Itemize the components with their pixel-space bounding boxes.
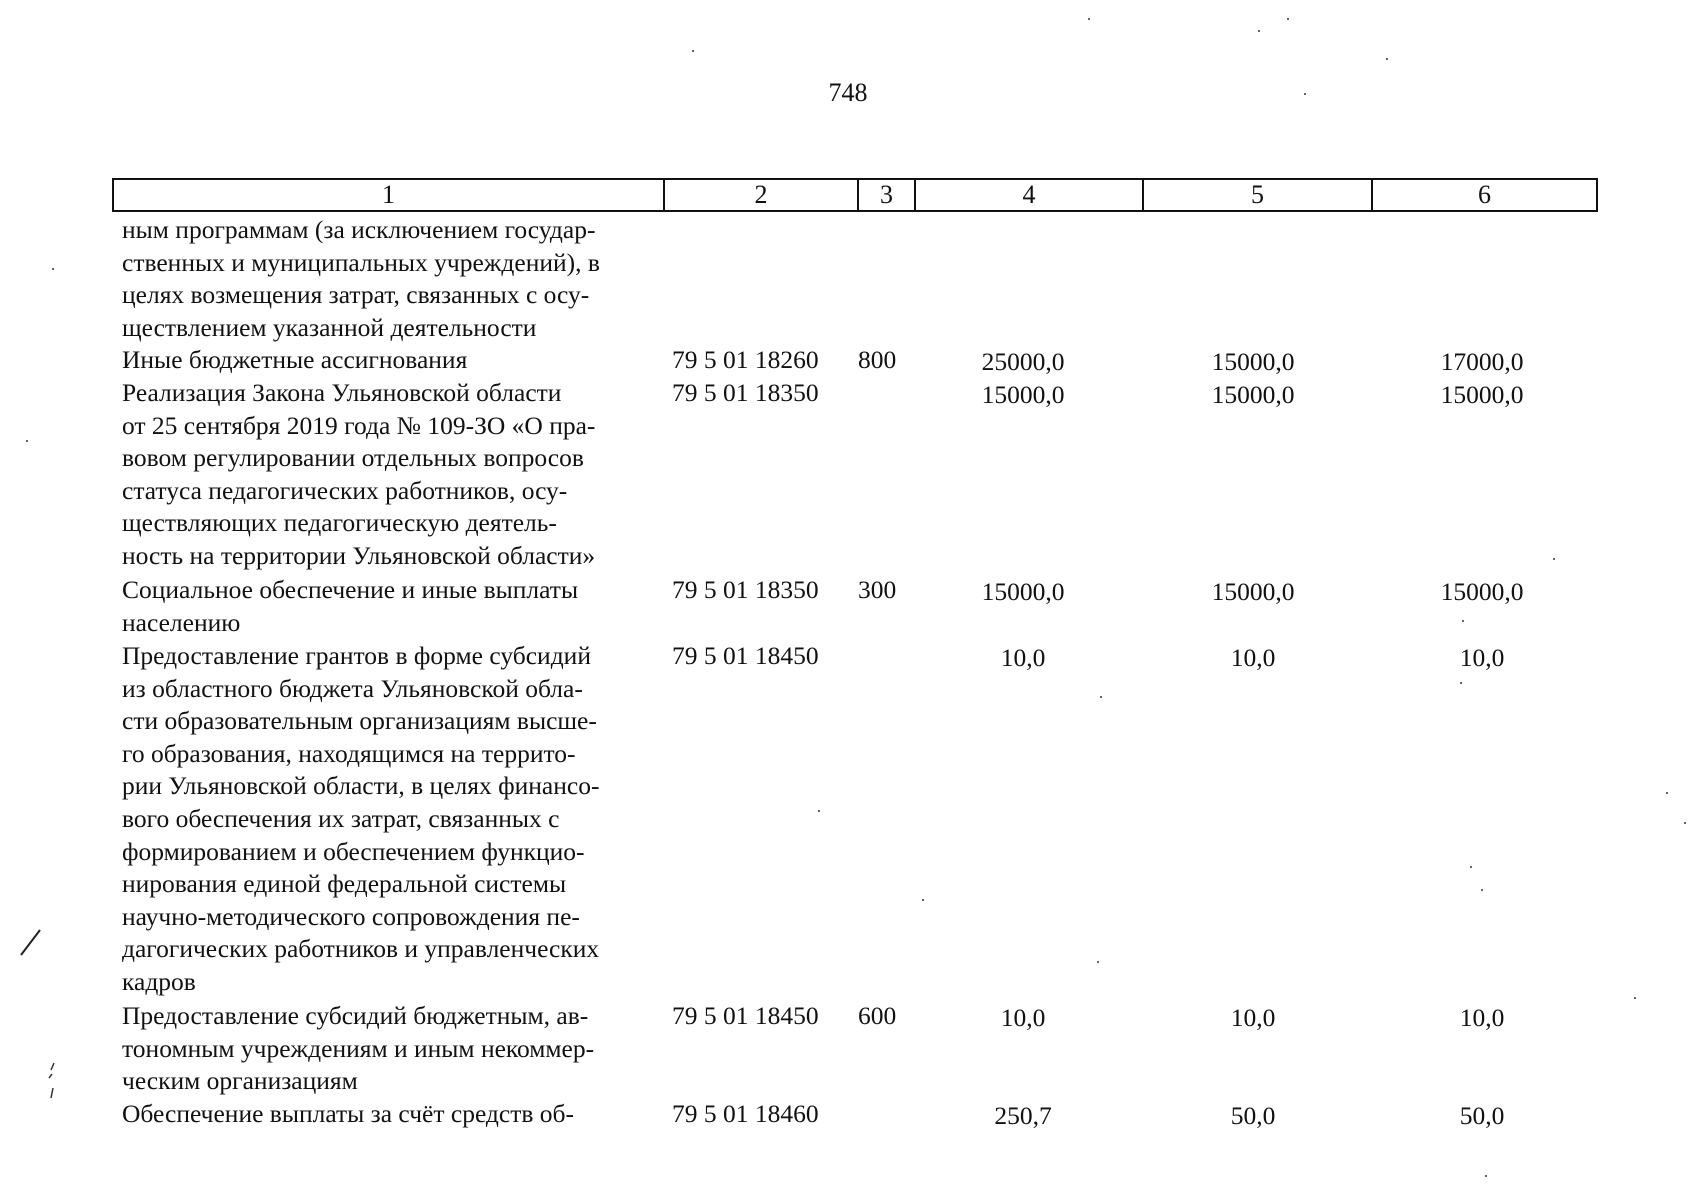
description-line: дагогических работников и управленческих xyxy=(122,934,600,964)
budget-code: 79 5 01 18260 xyxy=(672,345,819,374)
table-header xyxy=(112,178,1598,212)
header-col-2: 2 xyxy=(664,179,858,211)
value-col-5: 15000,0 xyxy=(1211,577,1295,606)
value-col-6: 15000,0 xyxy=(1440,380,1524,409)
scan-speck xyxy=(1634,997,1636,999)
description-line: ществлением указанной деятельности xyxy=(122,312,537,342)
page-number: 748 xyxy=(828,78,868,107)
value-col-4: 15000,0 xyxy=(981,380,1065,409)
header-col-3: 3 xyxy=(858,179,915,211)
header-col-5: 5 xyxy=(1143,179,1372,211)
value-col-5: 50,0 xyxy=(1230,1101,1276,1130)
row-description xyxy=(122,574,647,639)
scan-mark xyxy=(18,928,42,958)
description-line: сти образовательным организациям высше- xyxy=(122,706,597,736)
description-line: Предоставление грантов в форме субсидий xyxy=(122,641,591,670)
description-line: научно-методического сопровождения пе- xyxy=(122,901,580,931)
scan-speck xyxy=(692,50,694,52)
description-line: от 25 сентября 2019 года № 109-ЗО «О пра- xyxy=(122,410,596,440)
description-line: рии Ульяновской области, в целях финансо- xyxy=(122,771,600,801)
header-col-4: 4 xyxy=(915,179,1143,211)
description-line: Обеспечение выплаты за счёт средств об- xyxy=(122,1099,574,1128)
row-description xyxy=(122,344,647,377)
description-line: ственных и муниципальных учреждений), в xyxy=(122,247,600,277)
scan-mark-stroke xyxy=(49,1063,54,1098)
value-col-5: 10,0 xyxy=(1230,1003,1276,1032)
budget-code: 79 5 01 18460 xyxy=(672,1099,819,1128)
expense-type: 300 xyxy=(858,575,897,604)
description-line: Предоставление субсидий бюджетным, ав- xyxy=(122,1001,589,1030)
budget-code: 79 5 01 18350 xyxy=(672,378,819,407)
value-col-4: 10,0 xyxy=(1000,643,1046,672)
scan-speck xyxy=(1088,18,1090,20)
scan-speck xyxy=(1684,822,1686,824)
scan-speck xyxy=(818,810,820,812)
value-col-6: 10,0 xyxy=(1459,1003,1505,1032)
budget-code: 79 5 01 18450 xyxy=(672,1001,819,1030)
description-line: ность на территории Ульяновской области» xyxy=(122,540,596,570)
scan-speck xyxy=(1553,558,1555,560)
value-col-6: 15000,0 xyxy=(1440,577,1524,606)
description-line: ческим организациям xyxy=(122,1066,358,1096)
scan-speck xyxy=(1481,889,1483,891)
budget-code: 79 5 01 18350 xyxy=(672,575,819,604)
description-line: из областного бюджета Ульяновской обла- xyxy=(122,673,583,703)
row-description xyxy=(122,377,647,573)
description-line: вого обеспечения их затрат, связанных с xyxy=(122,803,560,833)
scan-speck xyxy=(1097,961,1099,963)
description-line: населению xyxy=(122,607,241,637)
expense-type: 800 xyxy=(858,345,897,374)
header-col-6: 6 xyxy=(1372,179,1597,211)
scan-speck xyxy=(1258,30,1260,32)
description-line: целях возмещения затрат, связанных с осу- xyxy=(122,280,590,310)
description-line: формированием и обеспечением функцио- xyxy=(122,836,585,866)
expense-type: 600 xyxy=(858,1001,897,1030)
description-line: Иные бюджетные ассигнования xyxy=(122,345,468,374)
scan-mark-stroke xyxy=(21,930,40,955)
row-description xyxy=(122,214,647,344)
description-line: ным программам (за исключением государ- xyxy=(122,215,596,244)
scan-speck xyxy=(1304,93,1306,95)
description-line: вовом регулировании отдельных вопросов xyxy=(122,443,584,473)
value-col-5: 10,0 xyxy=(1230,643,1276,672)
budget-code: 79 5 01 18450 xyxy=(672,641,819,670)
header-col-1: 1 xyxy=(113,179,664,211)
value-col-4: 10,0 xyxy=(1000,1003,1046,1032)
value-col-4: 250,7 xyxy=(994,1101,1052,1130)
scan-speck xyxy=(1666,792,1668,794)
scan-mark xyxy=(44,1060,60,1102)
value-col-6: 17000,0 xyxy=(1440,347,1524,376)
scan-speck xyxy=(52,268,54,270)
description-line: статуса педагогических работников, осу- xyxy=(122,475,568,505)
scan-speck xyxy=(26,440,28,442)
description-line: нирования единой федеральной системы xyxy=(122,869,567,899)
value-col-5: 15000,0 xyxy=(1211,380,1295,409)
row-description xyxy=(122,640,647,999)
scan-speck xyxy=(1485,1175,1487,1177)
description-line: Реализация Закона Ульяновской области xyxy=(122,378,562,407)
description-line: Социальное обеспечение и иные выплаты xyxy=(122,575,579,604)
scan-speck xyxy=(1287,18,1289,20)
scan-speck xyxy=(1386,58,1388,60)
description-line: ществляющих педагогическую деятель- xyxy=(122,508,557,538)
scan-speck xyxy=(1100,696,1102,698)
description-line: го образования, находящимся на террито- xyxy=(122,738,576,768)
description-line: тономным учреждениям и иным некоммер- xyxy=(122,1033,595,1063)
scan-speck xyxy=(1470,866,1472,868)
row-description xyxy=(122,1098,647,1131)
scan-speck xyxy=(1460,682,1462,684)
scan-speck xyxy=(1462,620,1464,622)
value-col-4: 25000,0 xyxy=(981,347,1065,376)
value-col-6: 10,0 xyxy=(1459,643,1505,672)
scan-speck xyxy=(922,899,924,901)
value-col-4: 15000,0 xyxy=(981,577,1065,606)
value-col-5: 15000,0 xyxy=(1211,347,1295,376)
row-description xyxy=(122,1000,647,1098)
description-line: кадров xyxy=(122,966,196,996)
value-col-6: 50,0 xyxy=(1459,1101,1505,1130)
